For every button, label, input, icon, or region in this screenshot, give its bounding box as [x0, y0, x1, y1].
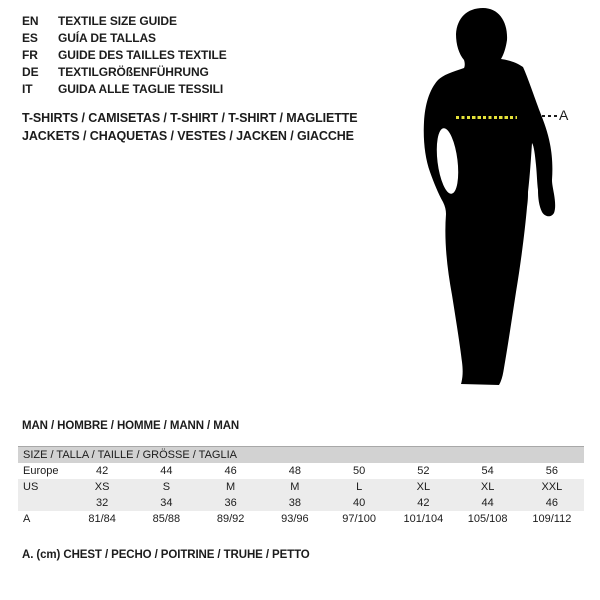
measure-label-a: A — [559, 107, 569, 123]
size-cell: XS — [70, 479, 134, 495]
size-cell: 46 — [224, 465, 237, 477]
language-title: GUIDE DES TAILLES TEXTILE — [58, 48, 227, 62]
language-title: TEXTILGRÖßENFÜHRUNG — [58, 65, 209, 79]
size-cell: 89/92 — [216, 513, 245, 525]
row-label-europe: Europe — [23, 465, 59, 477]
size-cell: 32 — [70, 495, 134, 511]
table-row-europe — [18, 463, 584, 479]
table-row-us — [18, 479, 584, 495]
measurement-footnote: A. (cm) CHEST / PECHO / POITRINE / TRUHE / PETTO — [22, 549, 310, 561]
size-cell: 97/100 — [342, 513, 376, 525]
language-code: EN — [22, 14, 39, 28]
size-cell: 101/104 — [403, 513, 444, 525]
size-cell: 36 — [199, 495, 263, 511]
size-cell: 40 — [327, 495, 391, 511]
size-cell: 54 — [481, 465, 494, 477]
size-cell: 38 — [263, 495, 327, 511]
size-cell: 44 — [456, 495, 520, 511]
size-cell: 42 — [96, 465, 109, 477]
size-cell: 93/96 — [281, 513, 309, 525]
size-cell: 48 — [288, 465, 301, 477]
size-table — [18, 446, 584, 527]
table-row-chest — [18, 511, 584, 527]
measure-leader-dashes — [542, 115, 558, 117]
row-label-a: A — [23, 513, 31, 525]
size-cell: 42 — [391, 495, 455, 511]
size-cell: 44 — [160, 465, 173, 477]
language-code: DE — [22, 65, 39, 79]
language-title: GUIDA ALLE TAGLIE TESSILI — [58, 82, 224, 96]
size-cell: 50 — [353, 465, 366, 477]
size-cell: M — [199, 479, 263, 495]
size-cell: M — [263, 479, 327, 495]
size-cell: XL — [456, 479, 520, 495]
category-jackets: JACKETS / CHAQUETAS / VESTES / JACKEN / GIACCHE — [22, 129, 354, 143]
size-cell: 85/88 — [152, 513, 181, 525]
size-cell: XL — [391, 479, 455, 495]
chest-measure-line — [456, 116, 517, 119]
size-cell: 56 — [545, 465, 558, 477]
size-cell: 46 — [520, 495, 584, 511]
language-title: TEXTILE SIZE GUIDE — [58, 14, 177, 28]
language-code: FR — [22, 48, 38, 62]
row-label-us: US — [18, 479, 70, 495]
size-table-header-row — [18, 447, 584, 464]
language-code: IT — [22, 82, 33, 96]
size-cell: L — [327, 479, 391, 495]
size-cell: 105/108 — [467, 513, 508, 525]
category-tshirts: T-SHIRTS / CAMISETAS / T-SHIRT / T-SHIRT / MAGLIETTE — [22, 111, 358, 125]
section-title: MAN / HOMBRE / HOMME / MANN / MAN — [22, 420, 240, 432]
table-row-numeric — [18, 495, 584, 511]
row-label-blank — [18, 495, 70, 511]
size-cell: XXL — [520, 479, 584, 495]
size-cell: 81/84 — [88, 513, 116, 525]
language-code: ES — [22, 31, 38, 45]
language-title: GUÍA DE TALLAS — [58, 31, 156, 45]
size-cell: 34 — [134, 495, 198, 511]
size-cell: 52 — [417, 465, 430, 477]
size-cell: S — [134, 479, 198, 495]
size-cell: 109/112 — [532, 513, 572, 525]
size-table-header: SIZE / TALLA / TAILLE / GRÖSSE / TAGLIA — [18, 447, 584, 464]
